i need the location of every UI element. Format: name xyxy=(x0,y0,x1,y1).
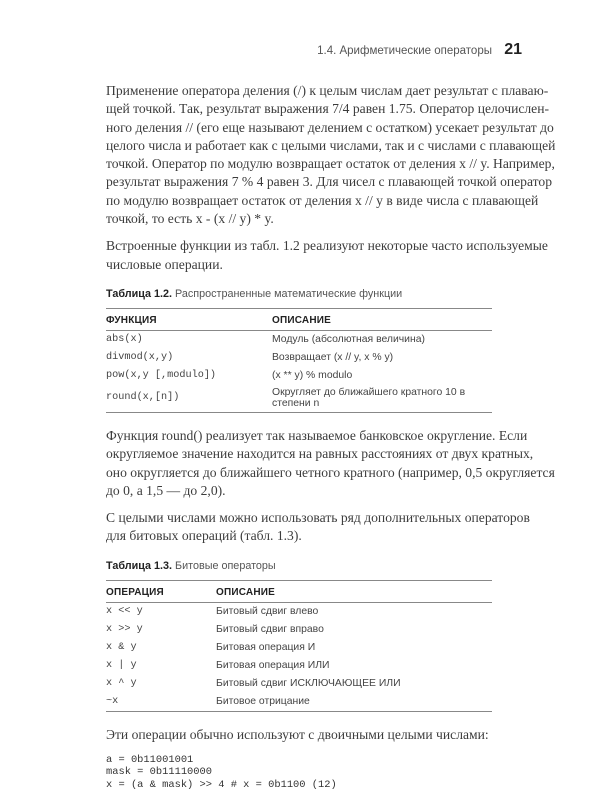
running-head xyxy=(0,45,492,57)
page-number: 21 xyxy=(504,41,522,58)
table-row xyxy=(106,675,492,693)
code-line: mask = 0b11110000 xyxy=(106,766,213,779)
table-caption-text: Битовые операторы xyxy=(172,559,276,572)
table-row xyxy=(106,367,492,385)
table-row xyxy=(106,693,492,712)
math-functions-table xyxy=(106,308,492,413)
page-body xyxy=(106,82,556,791)
column-header-function: ФУНКЦИЯ xyxy=(106,308,272,330)
text-line: Эти операции обычно используют с двоичными целыми числами: xyxy=(106,726,489,742)
function-cell: abs(x) xyxy=(106,333,143,345)
description-cell: Битовый сдвиг ИСКЛЮЧАЮЩЕЕ ИЛИ xyxy=(216,677,401,689)
column-header-operation: ОПЕРАЦИЯ xyxy=(106,580,216,602)
paragraph-binary-usage xyxy=(106,726,496,744)
table-row xyxy=(106,385,492,413)
text-line: точкой, то есть x - (x // y) * y. xyxy=(106,211,274,227)
table-row xyxy=(106,330,492,349)
code-line: x = (a & mask) >> 4 # x = 0b1100 (12) xyxy=(106,778,337,791)
paragraph-division-operators xyxy=(106,82,556,228)
description-cell: Битовая операция И xyxy=(216,641,316,653)
table-row xyxy=(106,657,492,675)
text-line: целого числа и работает как с целыми числами, так и с числами с плавающей xyxy=(106,137,556,153)
description-cell: Битовый сдвиг влево xyxy=(216,605,319,617)
text-line: для битовых операций (табл. 1.3). xyxy=(106,528,302,544)
table-caption-text: Распространенные математические функции xyxy=(172,287,403,300)
description-cell: Битовое отрицание xyxy=(216,695,310,707)
text-line: по модулю возвращает остаток от деления x // y в виде числа с плавающей xyxy=(106,192,539,208)
text-line: числовые операции. xyxy=(106,256,223,272)
table-header-row xyxy=(106,308,492,330)
description-cell: Битовая операция ИЛИ xyxy=(216,659,330,671)
paragraph-bitwise-intro xyxy=(106,509,530,546)
column-header-description: ОПИСАНИЕ xyxy=(272,308,492,330)
table-row xyxy=(106,639,492,657)
description-cell: Округляет до ближайшего кратного 10 в степени n xyxy=(272,386,466,409)
table-caption-label: Таблица 1.3. xyxy=(106,559,173,572)
code-line: a = 0b11001001 xyxy=(106,754,194,767)
description-cell: (x ** y) % modulo xyxy=(272,369,353,381)
bitwise-operators-table xyxy=(106,580,492,712)
function-cell: pow(x,y [,modulo]) xyxy=(106,369,217,381)
running-title: 1.4. Арифметические операторы xyxy=(317,45,492,57)
description-cell: Модуль (абсолютная величина) xyxy=(272,333,425,345)
text-line: щей точкой. Так, результат выражения 7/4 равен 1.75. Оператор целочислен- xyxy=(106,101,549,117)
operation-cell: x ^ y xyxy=(106,677,137,689)
table-caption xyxy=(106,288,430,300)
description-cell: Возвращает (x // y, x % y) xyxy=(272,351,394,363)
text-line: Встроенные функции из табл. 1.2 реализуют некоторые часто используемые xyxy=(106,238,548,254)
operation-cell: x << y xyxy=(106,605,143,617)
operation-cell: ~x xyxy=(106,695,119,707)
operation-cell: x & y xyxy=(106,641,137,653)
text-line: до 0, а 1,5 — до 2,0). xyxy=(106,482,226,498)
table-row xyxy=(106,602,492,621)
table-caption xyxy=(106,560,430,572)
paragraph-round-function xyxy=(106,427,555,500)
text-line: округляемое значение находится на равных расстояниях от двух кратных, xyxy=(106,446,534,462)
table-header-row xyxy=(106,580,492,602)
function-cell: round(x,[n]) xyxy=(106,392,180,404)
code-example xyxy=(106,754,430,791)
table-caption-label: Таблица 1.2. xyxy=(106,287,173,300)
text-line: ного деления // (его еще называют делением с остатком) усекает результат до xyxy=(106,119,554,135)
function-cell: divmod(x,y) xyxy=(106,351,174,363)
table-row xyxy=(106,349,492,367)
text-line: результат выражения 7 % 4 равен 3. Для чисел с плавающей точкой оператор xyxy=(106,174,553,190)
operation-cell: x | y xyxy=(106,659,137,671)
paragraph-builtin-functions xyxy=(106,237,548,274)
operation-cell: x >> y xyxy=(106,623,143,635)
text-line: оно округляется до ближайшего четного кратного (например, 0,5 округляется xyxy=(106,464,555,480)
text-line: точкой. Оператор по модулю возвращает остаток от деления x // y. Например, xyxy=(106,156,555,172)
text-line: Применение оператора деления (/) к целым числам дает результат с плаваю- xyxy=(106,83,549,98)
column-header-description: ОПИСАНИЕ xyxy=(216,580,492,602)
description-cell: Битовый сдвиг вправо xyxy=(216,623,324,635)
text-line: Функция round() реализует так называемое банковское округление. Если xyxy=(106,427,528,443)
table-row xyxy=(106,621,492,639)
text-line: С целыми числами можно использовать ряд дополнительных операторов xyxy=(106,510,530,526)
